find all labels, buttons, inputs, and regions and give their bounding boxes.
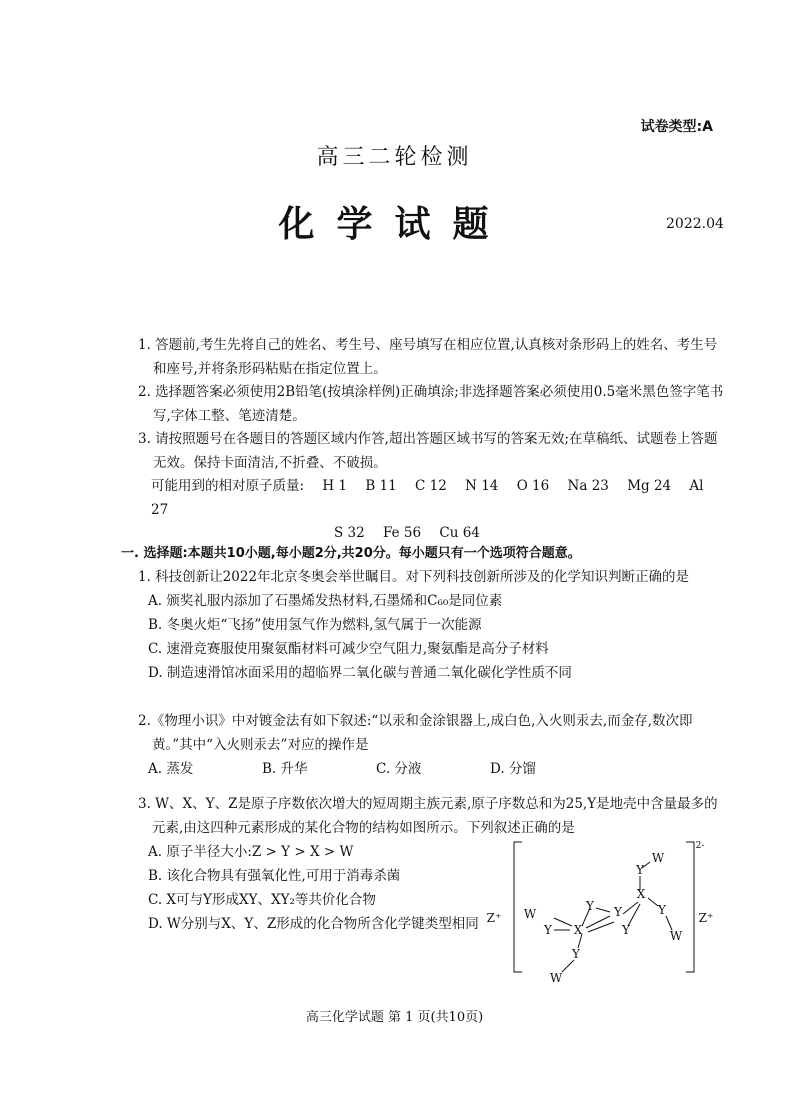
atom-y: Y xyxy=(614,905,622,919)
question-3-option-d: D. W分别与X、Y、Z形成的化合物所含化学键类型相同 xyxy=(148,916,479,932)
atom-x: X xyxy=(573,923,583,937)
instruction-3: 3. 请按照题号在各题目的答题区域内作答,超出答题区域书写的答案无效;在草稿纸、试题卷上答题无效。保持卡面清洁,不折叠、不破损。 xyxy=(138,431,718,471)
right-bracket xyxy=(686,842,694,972)
atom-y: Y xyxy=(658,903,666,917)
charge-label: 2- xyxy=(695,841,705,851)
atom-y: Y xyxy=(636,863,644,877)
question-3-option-c: C. X可与Y形成XY、XY₂等共价化合物 xyxy=(148,892,376,908)
atomic-mass-label: 可能用到的相对原子质量: xyxy=(151,478,305,494)
atomic-mass-row-1 xyxy=(138,475,728,522)
question-2-stem: 2.《物理小识》中对镀金法有如下叙述:“以汞和金涂银器上,成白色,入火则汞去,而金存,数次即黄。”其中“入火则汞去”对应的操作是 xyxy=(138,713,693,753)
atomic-mass-item: Al 27 xyxy=(151,478,704,518)
atomic-mass-item: Na 23 xyxy=(567,478,609,494)
question-3 xyxy=(138,792,728,840)
instruction-1: 1. 答题前,考生先将自己的姓名、考生号、座号填写在相应位置,认真核对条形码上的姓名、考生号和座号,并将条形码粘贴在指定位置上。 xyxy=(138,337,718,377)
atom-w: W xyxy=(549,971,563,985)
question-2-option-a: A. 蒸发 xyxy=(148,761,194,777)
atom-z-left: Z⁺ xyxy=(486,911,502,925)
atomic-mass-item: B 11 xyxy=(365,478,397,494)
atomic-mass-item: Cu 64 xyxy=(439,525,480,541)
question-2-options xyxy=(138,757,728,781)
atom-z-right: Z⁺ xyxy=(698,911,714,925)
atomic-mass-item: O 16 xyxy=(516,478,550,494)
question-2-option-b: B. 升华 xyxy=(262,761,308,777)
section-heading: 一. 选择题:本题共10小题,每小题2分,共20分。每小题只有一个选项符合题意。 xyxy=(121,546,581,561)
question-3-options xyxy=(138,840,488,936)
instructions xyxy=(138,334,728,546)
question-1-option-a: A. 颁奖礼服内添加了石墨烯发热材料,石墨烯和C₆₀是同位素 xyxy=(148,593,503,609)
subject-title: 化学试题 xyxy=(278,203,511,245)
exam-date: 2022.04 xyxy=(666,216,724,232)
question-1-stem: 1. 科技创新让2022年北京冬奥会举世瞩目。对下列科技创新所涉及的化学知识判断正确的是 xyxy=(138,569,690,585)
exam-name: 高三二轮检测 xyxy=(316,145,473,170)
question-1 xyxy=(138,565,728,685)
atom-x: X xyxy=(636,887,646,901)
atom-y: Y xyxy=(586,899,594,913)
atom-w: W xyxy=(651,851,665,865)
atomic-mass-item: H 1 xyxy=(322,478,348,494)
question-1-option-d: D. 制造速滑馆冰面采用的超临界二氧化碳与普通二氧化碳化学性质不同 xyxy=(148,665,572,681)
question-1-option-b: B. 冬奥火炬“飞扬”使用氢气作为燃料,氢气属于一次能源 xyxy=(148,617,482,633)
atomic-mass-item: S 32 xyxy=(334,525,365,541)
atom-y: Y xyxy=(544,923,552,937)
question-1-option-c: C. 速滑竞赛服使用聚氨酯材料可减少空气阻力,聚氨酯是高分子材料 xyxy=(148,641,549,657)
question-2-option-d: D. 分馏 xyxy=(490,761,536,777)
paper-type-label: 试卷类型:A xyxy=(640,119,713,135)
atom-w: W xyxy=(669,929,683,943)
question-3-option-b: B. 该化合物具有强氧化性,可用于消毒杀菌 xyxy=(148,868,401,884)
atom-y: Y xyxy=(572,947,580,961)
atomic-mass-item: Mg 24 xyxy=(627,478,672,494)
atomic-mass-item: Fe 56 xyxy=(383,525,422,541)
atom-w: W xyxy=(523,907,537,921)
atom-y: Y xyxy=(622,923,630,937)
left-bracket xyxy=(514,842,522,972)
instruction-2: 2. 选择题答案必须使用2B铅笔(按填涂样例)正确填涂;非选择题答案必须使用0.5毫米黑色签字笔书写,字体工整、笔迹清楚。 xyxy=(138,384,724,424)
question-2 xyxy=(138,709,728,781)
question-3-option-a: A. 原子半径大小:Z > Y > X > W xyxy=(148,844,354,860)
question-2-option-c: C. 分液 xyxy=(376,761,422,777)
atomic-mass-item: C 12 xyxy=(415,478,447,494)
page-footer: 高三化学试题 第 1 页(共10页) xyxy=(305,1010,484,1025)
molecular-structure-diagram xyxy=(486,836,730,986)
question-3-stem: 3. W、X、Y、Z是原子序数依次增大的短周期主族元素,原子序数总和为25,Y是地壳中含量最多的元素,由这四种元素形成的某化合物的结构如图所示。下列叙述正确的是 xyxy=(138,796,718,836)
atomic-mass-item: N 14 xyxy=(465,478,499,494)
